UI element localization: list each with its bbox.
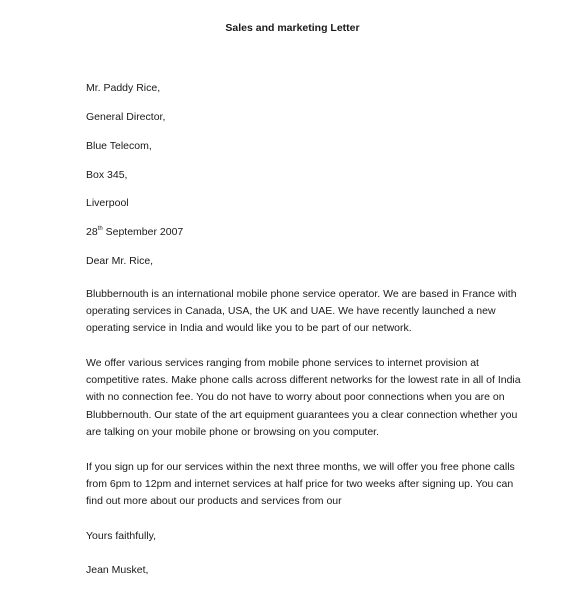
paragraph-line: with no connection fee. You do not have to worry about poor connections when you are on [86,391,505,404]
paragraph-line: If you sign up for our services within the next three months, we will offer you free phone calls [86,461,515,473]
paragraph-services [86,355,556,441]
address-line-name: Mr. Paddy Rice, [86,82,161,94]
letter-date [86,225,556,239]
letter-title: Sales and marketing Letter [225,22,360,34]
paragraph-line: operating services in Canada, USA, the UK and UAE. We have recently launched a new [86,305,496,318]
paragraph-line: We offer various services ranging from mobile phone services to internet provision at [86,357,479,369]
date-rest: September 2007 [102,226,184,238]
address-line-city: Liverpool [86,197,129,209]
paragraph-line: Blubbernouth is an international mobile phone service operator. We are based in France with [86,288,517,300]
salutation: Dear Mr. Rice, [86,255,154,267]
paragraph-line: find out more about our products and services from our [86,495,342,508]
paragraph-line: competitive rates. Make phone calls across different networks for the lowest rate in all of India [86,374,521,387]
signature-name: Jean Musket, [86,564,149,576]
address-line-box: Box 345, [86,169,128,181]
paragraph-line: Blubbernouth. Our state of the art equipment guarantees you a clear connection whether you [86,408,518,421]
closing: Yours faithfully, [86,530,157,542]
paragraph-intro [86,286,556,338]
paragraph-offer [86,459,556,511]
address-line-position: General Director, [86,111,166,123]
address-line-company: Blue Telecom, [86,140,152,152]
date-suffix: th [97,225,103,232]
paragraph-line: from 6pm to 12pm and internet services at half price for two weeks after signing up. You can [86,478,514,491]
date-day: 28 [86,226,98,238]
paragraph-line: operating service in India and would like you to be part of our network. [86,322,412,335]
paragraph-line: are talking on your mobile phone or browsing on you computer. [86,425,380,438]
